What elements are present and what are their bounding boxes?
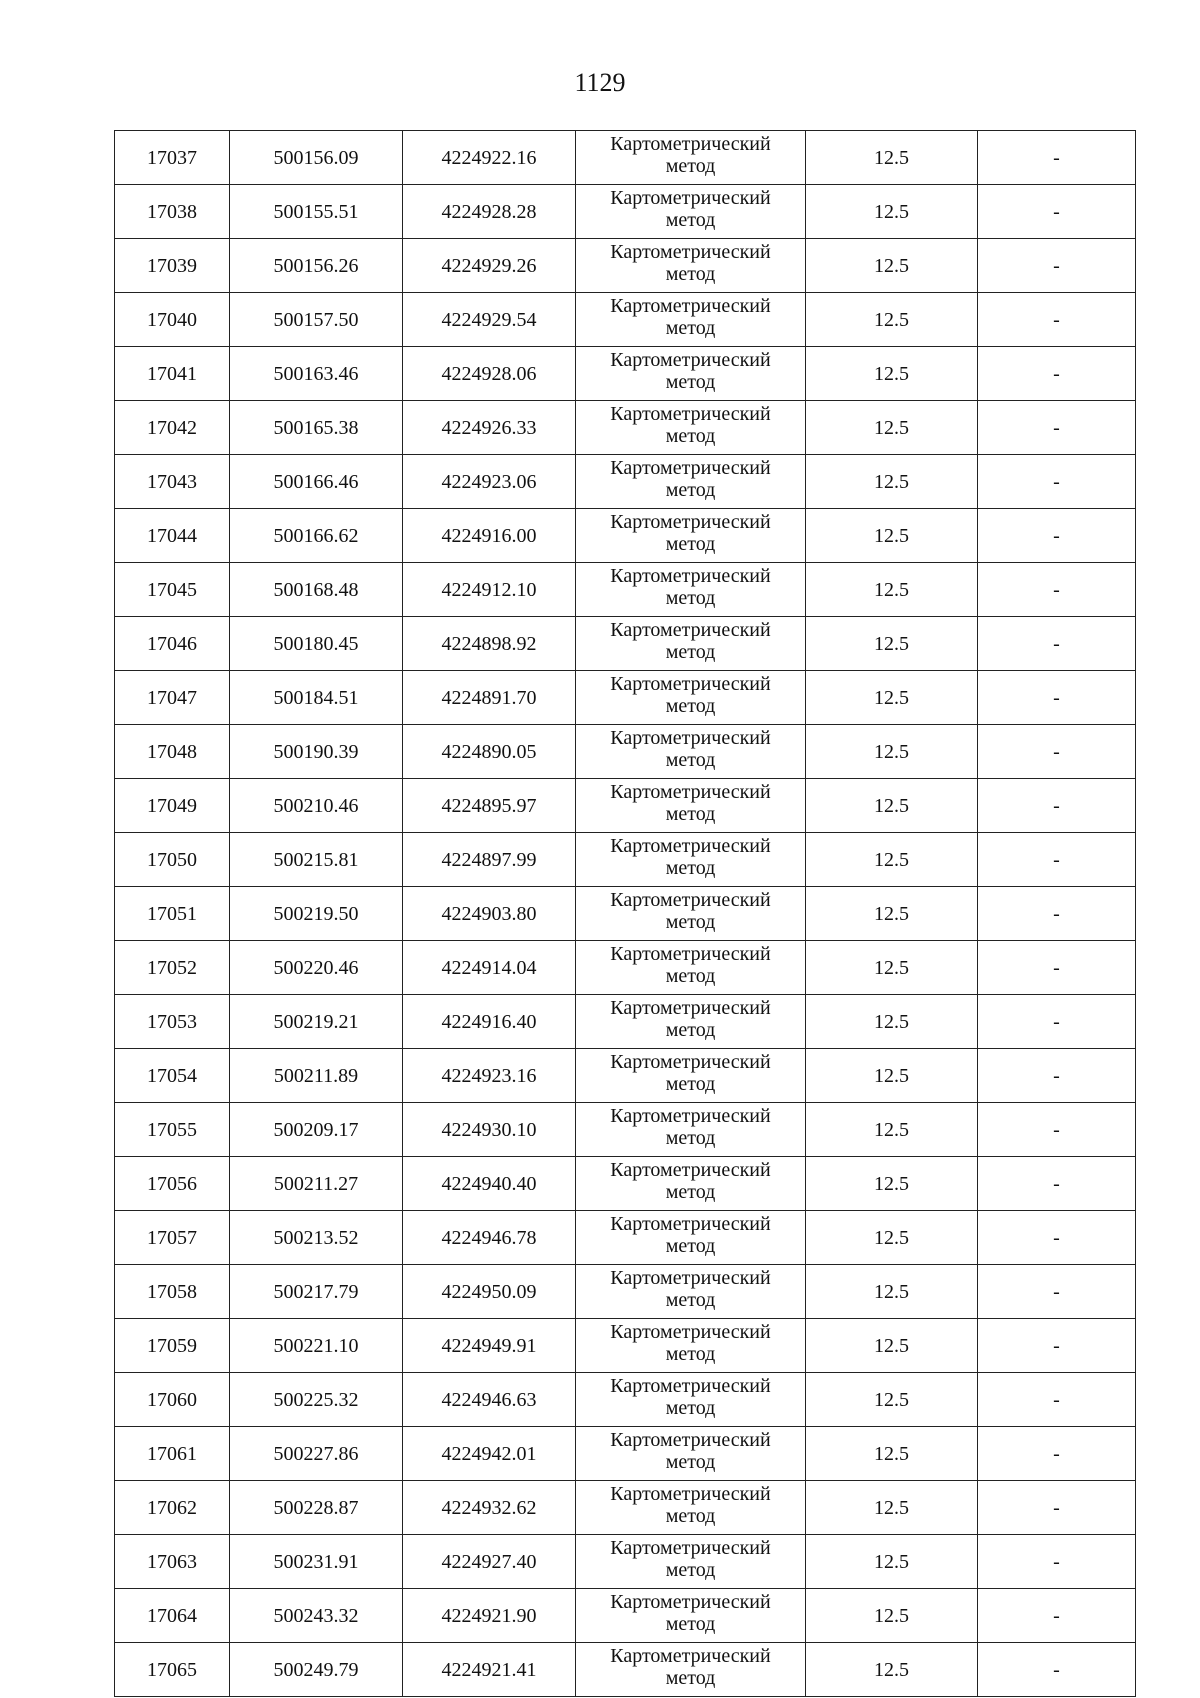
coordinates-table-body <box>115 131 1136 1697</box>
method-cell <box>576 887 806 941</box>
y-coordinate-cell: 4224921.41 <box>403 1643 576 1697</box>
x-coordinate-cell: 500243.32 <box>230 1589 403 1643</box>
accuracy-cell: 12.5 <box>806 779 978 833</box>
method-cell <box>576 131 806 185</box>
y-coordinate-cell: 4224946.63 <box>403 1373 576 1427</box>
method-line2: метод <box>665 965 716 987</box>
method-cell <box>576 239 806 293</box>
accuracy-cell: 12.5 <box>806 1643 978 1697</box>
point-id-cell: 17047 <box>115 671 230 725</box>
accuracy-cell: 12.5 <box>806 1265 978 1319</box>
method-line2: метод <box>665 587 716 609</box>
method-line1: Картометрический <box>610 619 771 641</box>
method-cell <box>576 1589 806 1643</box>
method-line1: Картометрический <box>610 1051 771 1073</box>
point-id-cell: 17054 <box>115 1049 230 1103</box>
table-row <box>115 455 1136 509</box>
x-coordinate-cell: 500168.48 <box>230 563 403 617</box>
method-cell <box>576 401 806 455</box>
method-cell <box>576 671 806 725</box>
y-coordinate-cell: 4224895.97 <box>403 779 576 833</box>
y-coordinate-cell: 4224927.40 <box>403 1535 576 1589</box>
note-cell: - <box>978 347 1136 401</box>
note-cell: - <box>978 995 1136 1049</box>
y-coordinate-cell: 4224916.40 <box>403 995 576 1049</box>
y-coordinate-cell: 4224950.09 <box>403 1265 576 1319</box>
note-cell: - <box>978 239 1136 293</box>
table-row <box>115 941 1136 995</box>
point-id-cell: 17049 <box>115 779 230 833</box>
table-row <box>115 239 1136 293</box>
method-cell <box>576 293 806 347</box>
table-row <box>115 1373 1136 1427</box>
x-coordinate-cell: 500184.51 <box>230 671 403 725</box>
accuracy-cell: 12.5 <box>806 131 978 185</box>
method-cell <box>576 995 806 1049</box>
point-id-cell: 17046 <box>115 617 230 671</box>
method-line1: Картометрический <box>610 1267 771 1289</box>
note-cell: - <box>978 1265 1136 1319</box>
method-line1: Картометрический <box>610 241 771 263</box>
y-coordinate-cell: 4224891.70 <box>403 671 576 725</box>
accuracy-cell: 12.5 <box>806 347 978 401</box>
point-id-cell: 17041 <box>115 347 230 401</box>
x-coordinate-cell: 500180.45 <box>230 617 403 671</box>
x-coordinate-cell: 500156.09 <box>230 131 403 185</box>
table-row <box>115 617 1136 671</box>
method-line1: Картометрический <box>610 295 771 317</box>
method-line1: Картометрический <box>610 835 771 857</box>
point-id-cell: 17045 <box>115 563 230 617</box>
point-id-cell: 17040 <box>115 293 230 347</box>
accuracy-cell: 12.5 <box>806 455 978 509</box>
point-id-cell: 17062 <box>115 1481 230 1535</box>
table-row <box>115 1319 1136 1373</box>
accuracy-cell: 12.5 <box>806 1373 978 1427</box>
method-cell <box>576 1049 806 1103</box>
note-cell: - <box>978 941 1136 995</box>
x-coordinate-cell: 500190.39 <box>230 725 403 779</box>
method-line2: метод <box>665 317 716 339</box>
x-coordinate-cell: 500219.50 <box>230 887 403 941</box>
table-row <box>115 833 1136 887</box>
table-row <box>115 995 1136 1049</box>
table-row <box>115 1643 1136 1697</box>
method-line2: метод <box>665 155 716 177</box>
method-cell <box>576 1319 806 1373</box>
note-cell: - <box>978 509 1136 563</box>
accuracy-cell: 12.5 <box>806 563 978 617</box>
page-number: 1129 <box>574 68 626 97</box>
method-cell <box>576 1157 806 1211</box>
point-id-cell: 17056 <box>115 1157 230 1211</box>
accuracy-cell: 12.5 <box>806 1481 978 1535</box>
y-coordinate-cell: 4224929.26 <box>403 239 576 293</box>
accuracy-cell: 12.5 <box>806 1157 978 1211</box>
method-line1: Картометрический <box>610 1321 771 1343</box>
point-id-cell: 17038 <box>115 185 230 239</box>
x-coordinate-cell: 500155.51 <box>230 185 403 239</box>
method-cell <box>576 725 806 779</box>
method-cell <box>576 1481 806 1535</box>
method-line2: метод <box>665 1289 716 1311</box>
point-id-cell: 17042 <box>115 401 230 455</box>
y-coordinate-cell: 4224897.99 <box>403 833 576 887</box>
method-line2: метод <box>665 695 716 717</box>
method-line1: Картометрический <box>610 1537 771 1559</box>
method-line1: Картометрический <box>610 1105 771 1127</box>
method-line1: Картометрический <box>610 889 771 911</box>
x-coordinate-cell: 500219.21 <box>230 995 403 1049</box>
method-line2: метод <box>665 1181 716 1203</box>
x-coordinate-cell: 500163.46 <box>230 347 403 401</box>
table-row <box>115 563 1136 617</box>
x-coordinate-cell: 500156.26 <box>230 239 403 293</box>
table-row <box>115 1103 1136 1157</box>
method-cell <box>576 833 806 887</box>
note-cell: - <box>978 293 1136 347</box>
point-id-cell: 17058 <box>115 1265 230 1319</box>
method-line2: метод <box>665 1235 716 1257</box>
point-id-cell: 17055 <box>115 1103 230 1157</box>
y-coordinate-cell: 4224929.54 <box>403 293 576 347</box>
method-line1: Картометрический <box>610 511 771 533</box>
y-coordinate-cell: 4224932.62 <box>403 1481 576 1535</box>
note-cell: - <box>978 563 1136 617</box>
accuracy-cell: 12.5 <box>806 185 978 239</box>
x-coordinate-cell: 500215.81 <box>230 833 403 887</box>
note-cell: - <box>978 887 1136 941</box>
note-cell: - <box>978 1589 1136 1643</box>
table-row <box>115 293 1136 347</box>
method-line1: Картометрический <box>610 133 771 155</box>
point-id-cell: 17052 <box>115 941 230 995</box>
note-cell: - <box>978 131 1136 185</box>
note-cell: - <box>978 1373 1136 1427</box>
method-line2: метод <box>665 1019 716 1041</box>
table-row <box>115 401 1136 455</box>
note-cell: - <box>978 671 1136 725</box>
accuracy-cell: 12.5 <box>806 725 978 779</box>
point-id-cell: 17063 <box>115 1535 230 1589</box>
method-line1: Картометрический <box>610 457 771 479</box>
method-line1: Картометрический <box>610 1375 771 1397</box>
table-row <box>115 887 1136 941</box>
note-cell: - <box>978 1535 1136 1589</box>
x-coordinate-cell: 500210.46 <box>230 779 403 833</box>
accuracy-cell: 12.5 <box>806 941 978 995</box>
method-cell <box>576 1373 806 1427</box>
method-line1: Картометрический <box>610 943 771 965</box>
x-coordinate-cell: 500225.32 <box>230 1373 403 1427</box>
x-coordinate-cell: 500209.17 <box>230 1103 403 1157</box>
method-line1: Картометрический <box>610 997 771 1019</box>
method-cell <box>576 1103 806 1157</box>
accuracy-cell: 12.5 <box>806 1589 978 1643</box>
point-id-cell: 17051 <box>115 887 230 941</box>
table-row <box>115 1265 1136 1319</box>
table-row <box>115 1211 1136 1265</box>
method-cell <box>576 1427 806 1481</box>
y-coordinate-cell: 4224921.90 <box>403 1589 576 1643</box>
table-row <box>115 1049 1136 1103</box>
y-coordinate-cell: 4224949.91 <box>403 1319 576 1373</box>
method-line1: Картометрический <box>610 727 771 749</box>
method-line1: Картометрический <box>610 349 771 371</box>
method-line2: метод <box>665 911 716 933</box>
method-cell <box>576 347 806 401</box>
y-coordinate-cell: 4224923.16 <box>403 1049 576 1103</box>
y-coordinate-cell: 4224946.78 <box>403 1211 576 1265</box>
method-line2: метод <box>665 641 716 663</box>
point-id-cell: 17057 <box>115 1211 230 1265</box>
table-row <box>115 509 1136 563</box>
note-cell: - <box>978 1211 1136 1265</box>
x-coordinate-cell: 500217.79 <box>230 1265 403 1319</box>
method-line2: метод <box>665 803 716 825</box>
method-cell <box>576 1265 806 1319</box>
x-coordinate-cell: 500249.79 <box>230 1643 403 1697</box>
point-id-cell: 17060 <box>115 1373 230 1427</box>
x-coordinate-cell: 500220.46 <box>230 941 403 995</box>
accuracy-cell: 12.5 <box>806 617 978 671</box>
point-id-cell: 17053 <box>115 995 230 1049</box>
x-coordinate-cell: 500231.91 <box>230 1535 403 1589</box>
point-id-cell: 17039 <box>115 239 230 293</box>
y-coordinate-cell: 4224930.10 <box>403 1103 576 1157</box>
method-line1: Картометрический <box>610 1429 771 1451</box>
accuracy-cell: 12.5 <box>806 509 978 563</box>
method-cell <box>576 941 806 995</box>
note-cell: - <box>978 1643 1136 1697</box>
method-line1: Картометрический <box>610 781 771 803</box>
accuracy-cell: 12.5 <box>806 1535 978 1589</box>
x-coordinate-cell: 500211.27 <box>230 1157 403 1211</box>
method-line2: метод <box>665 749 716 771</box>
point-id-cell: 17059 <box>115 1319 230 1373</box>
method-line2: метод <box>665 1397 716 1419</box>
y-coordinate-cell: 4224940.40 <box>403 1157 576 1211</box>
method-line2: метод <box>665 1505 716 1527</box>
y-coordinate-cell: 4224923.06 <box>403 455 576 509</box>
note-cell: - <box>978 779 1136 833</box>
y-coordinate-cell: 4224928.06 <box>403 347 576 401</box>
accuracy-cell: 12.5 <box>806 239 978 293</box>
point-id-cell: 17043 <box>115 455 230 509</box>
y-coordinate-cell: 4224912.10 <box>403 563 576 617</box>
accuracy-cell: 12.5 <box>806 1103 978 1157</box>
accuracy-cell: 12.5 <box>806 671 978 725</box>
point-id-cell: 17048 <box>115 725 230 779</box>
note-cell: - <box>978 1481 1136 1535</box>
method-line2: метод <box>665 1613 716 1635</box>
method-cell <box>576 563 806 617</box>
method-line2: метод <box>665 425 716 447</box>
table-row <box>115 1481 1136 1535</box>
method-line1: Картометрический <box>610 565 771 587</box>
y-coordinate-cell: 4224914.04 <box>403 941 576 995</box>
note-cell: - <box>978 1427 1136 1481</box>
table-row <box>115 779 1136 833</box>
x-coordinate-cell: 500166.62 <box>230 509 403 563</box>
accuracy-cell: 12.5 <box>806 833 978 887</box>
method-line2: метод <box>665 1343 716 1365</box>
point-id-cell: 17044 <box>115 509 230 563</box>
method-line2: метод <box>665 1127 716 1149</box>
method-line2: метод <box>665 857 716 879</box>
y-coordinate-cell: 4224898.92 <box>403 617 576 671</box>
method-line2: метод <box>665 1559 716 1581</box>
method-line2: метод <box>665 479 716 501</box>
method-line1: Картометрический <box>610 1645 771 1667</box>
method-line2: метод <box>665 1667 716 1689</box>
table-row <box>115 1427 1136 1481</box>
note-cell: - <box>978 617 1136 671</box>
x-coordinate-cell: 500213.52 <box>230 1211 403 1265</box>
point-id-cell: 17061 <box>115 1427 230 1481</box>
method-line2: метод <box>665 1451 716 1473</box>
table-row <box>115 347 1136 401</box>
x-coordinate-cell: 500166.46 <box>230 455 403 509</box>
method-line1: Картометрический <box>610 1159 771 1181</box>
x-coordinate-cell: 500157.50 <box>230 293 403 347</box>
y-coordinate-cell: 4224922.16 <box>403 131 576 185</box>
method-line2: метод <box>665 263 716 285</box>
method-line2: метод <box>665 1073 716 1095</box>
table-row <box>115 725 1136 779</box>
note-cell: - <box>978 401 1136 455</box>
x-coordinate-cell: 500165.38 <box>230 401 403 455</box>
note-cell: - <box>978 1157 1136 1211</box>
x-coordinate-cell: 500227.86 <box>230 1427 403 1481</box>
note-cell: - <box>978 1049 1136 1103</box>
table-row <box>115 671 1136 725</box>
method-line1: Картометрический <box>610 673 771 695</box>
accuracy-cell: 12.5 <box>806 1049 978 1103</box>
method-line1: Картометрический <box>610 403 771 425</box>
note-cell: - <box>978 185 1136 239</box>
y-coordinate-cell: 4224928.28 <box>403 185 576 239</box>
method-cell <box>576 455 806 509</box>
table-row <box>115 131 1136 185</box>
x-coordinate-cell: 500211.89 <box>230 1049 403 1103</box>
x-coordinate-cell: 500221.10 <box>230 1319 403 1373</box>
method-cell <box>576 1643 806 1697</box>
note-cell: - <box>978 833 1136 887</box>
accuracy-cell: 12.5 <box>806 1427 978 1481</box>
accuracy-cell: 12.5 <box>806 887 978 941</box>
method-line2: метод <box>665 371 716 393</box>
table-row <box>115 1157 1136 1211</box>
method-line1: Картометрический <box>610 1483 771 1505</box>
point-id-cell: 17065 <box>115 1643 230 1697</box>
table-row <box>115 185 1136 239</box>
y-coordinate-cell: 4224890.05 <box>403 725 576 779</box>
y-coordinate-cell: 4224916.00 <box>403 509 576 563</box>
method-line2: метод <box>665 209 716 231</box>
method-line2: метод <box>665 533 716 555</box>
point-id-cell: 17037 <box>115 131 230 185</box>
accuracy-cell: 12.5 <box>806 1211 978 1265</box>
accuracy-cell: 12.5 <box>806 995 978 1049</box>
method-cell <box>576 1211 806 1265</box>
y-coordinate-cell: 4224903.80 <box>403 887 576 941</box>
method-line1: Картометрический <box>610 1213 771 1235</box>
table-row <box>115 1589 1136 1643</box>
coordinates-table <box>114 130 1136 1697</box>
method-cell <box>576 779 806 833</box>
x-coordinate-cell: 500228.87 <box>230 1481 403 1535</box>
method-line1: Картометрический <box>610 187 771 209</box>
point-id-cell: 17064 <box>115 1589 230 1643</box>
accuracy-cell: 12.5 <box>806 293 978 347</box>
note-cell: - <box>978 1103 1136 1157</box>
point-id-cell: 17050 <box>115 833 230 887</box>
note-cell: - <box>978 455 1136 509</box>
table-row <box>115 1535 1136 1589</box>
method-cell <box>576 617 806 671</box>
y-coordinate-cell: 4224926.33 <box>403 401 576 455</box>
accuracy-cell: 12.5 <box>806 401 978 455</box>
method-cell <box>576 185 806 239</box>
note-cell: - <box>978 1319 1136 1373</box>
accuracy-cell: 12.5 <box>806 1319 978 1373</box>
method-cell <box>576 1535 806 1589</box>
method-line1: Картометрический <box>610 1591 771 1613</box>
method-cell <box>576 509 806 563</box>
note-cell: - <box>978 725 1136 779</box>
y-coordinate-cell: 4224942.01 <box>403 1427 576 1481</box>
